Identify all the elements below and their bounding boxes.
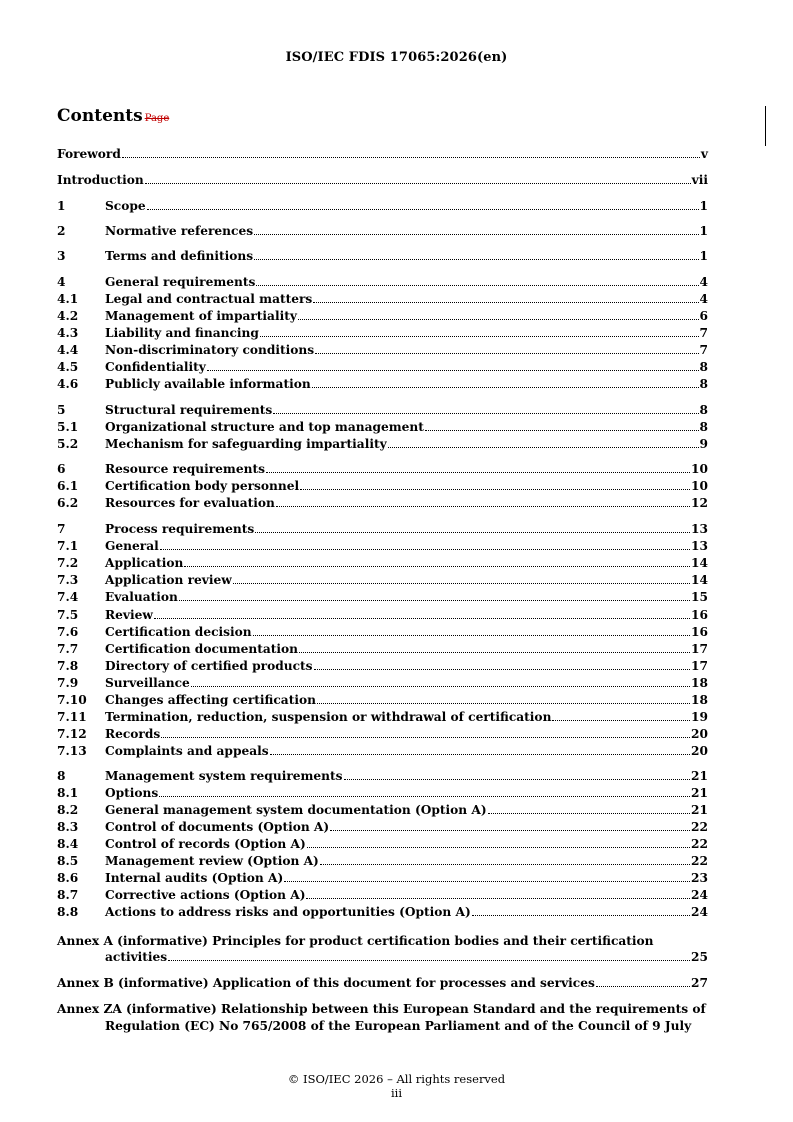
toc-entry-page: 25 (691, 950, 708, 964)
toc-entry-title: Management of impartiality (105, 309, 297, 323)
toc-leader-dots (254, 223, 698, 235)
toc-entry[interactable] (57, 521, 708, 537)
toc-leader-dots (145, 172, 691, 184)
toc-entry-title: Review (105, 608, 153, 622)
page-column-label: Page (144, 113, 170, 124)
toc-leader-dots (159, 785, 690, 797)
toc-entry-number: 8 (57, 769, 66, 783)
toc-entry-title: Management review (Option A) (105, 854, 319, 868)
toc-entry[interactable] (57, 538, 708, 554)
toc-leader-dots (300, 478, 690, 490)
toc-entry[interactable] (57, 342, 708, 358)
toc-entry[interactable] (57, 419, 708, 435)
toc-leader-dots (315, 342, 698, 354)
toc-leader-dots (179, 589, 690, 601)
toc-entry-number: 7.10 (57, 693, 87, 707)
toc-entry[interactable] (57, 870, 708, 886)
toc-leader-dots (317, 692, 690, 704)
toc-entry-title: General management system documentation (Option A) (105, 803, 487, 817)
toc-entry-page: 19 (691, 710, 708, 724)
toc-entry-number: 4.1 (57, 292, 79, 306)
toc-entry[interactable] (57, 802, 708, 818)
toc-entry-number: 8.5 (57, 854, 79, 868)
toc-entry-number: 4.2 (57, 309, 79, 323)
toc-entry-page: 13 (691, 522, 708, 536)
toc-leader-dots (255, 521, 690, 533)
toc-annex-b[interactable] (57, 975, 708, 991)
toc-entry-number: 5.2 (57, 437, 79, 451)
document-header: ISO/IEC FDIS 17065:2026(en) (285, 50, 508, 65)
toc-entry[interactable] (57, 836, 708, 852)
toc-leader-dots (488, 802, 690, 814)
toc-entry-page: 4 (699, 292, 708, 306)
toc-entry-number: 7.8 (57, 659, 79, 673)
toc-entry-number: 7.1 (57, 539, 79, 553)
toc-entry-title: Evaluation (105, 590, 178, 604)
toc-annex-za-line1[interactable]: Annex ZA (informative) Relationship between this European Standard and the requirements of (57, 1002, 706, 1016)
toc-entry-title: activities (105, 950, 168, 964)
toc-entry[interactable] (57, 607, 708, 623)
toc-entry-page: 22 (691, 837, 708, 851)
toc-leader-dots (307, 836, 690, 848)
toc-entry-number: 7.12 (57, 727, 87, 741)
toc-entry[interactable] (57, 146, 708, 162)
toc-entry-page: 4 (699, 275, 708, 289)
toc-entry[interactable] (57, 198, 708, 214)
toc-entry-page: 12 (691, 496, 708, 510)
toc-entry-page: 8 (699, 360, 708, 374)
toc-entry-title: Organizational structure and top management (105, 420, 424, 434)
toc-leader-dots (320, 853, 690, 865)
toc-entry-title: Introduction (57, 173, 144, 187)
toc-entry-title: Annex B (informative) Application of this document for processes and services (57, 976, 595, 990)
toc-entry[interactable] (57, 308, 708, 324)
toc-entry[interactable] (57, 436, 708, 452)
toc-entry[interactable] (57, 589, 708, 605)
toc-leader-dots (306, 887, 690, 899)
toc-entry[interactable] (57, 172, 708, 188)
toc-entry-page: 6 (699, 309, 708, 323)
toc-entry-title: General requirements (105, 275, 256, 289)
toc-entry-number: 7.5 (57, 608, 79, 622)
toc-entry-title: Options (105, 786, 159, 800)
toc-entry-page: 7 (699, 326, 708, 340)
toc-entry-number: 8.3 (57, 820, 79, 834)
toc-entry-title: Certification body personnel (105, 479, 300, 493)
toc-entry[interactable] (57, 641, 708, 657)
toc-leader-dots (207, 359, 699, 371)
toc-entry[interactable] (57, 785, 708, 801)
toc-entry-number: 7.2 (57, 556, 79, 570)
toc-entry[interactable] (57, 248, 708, 264)
toc-entry-number: 8.2 (57, 803, 79, 817)
toc-entry-page: 16 (691, 625, 708, 639)
toc-entry-number: 7 (57, 522, 66, 536)
toc-entry-number: 5.1 (57, 420, 79, 434)
toc-entry-page: 22 (691, 854, 708, 868)
toc-entry-page: 8 (699, 377, 708, 391)
toc-leader-dots (256, 274, 698, 286)
toc-entry-number: 3 (57, 249, 66, 263)
toc-entry-page: 16 (691, 608, 708, 622)
toc-leader-dots (344, 768, 691, 780)
toc-entry-number: 4.3 (57, 326, 79, 340)
toc-leader-dots (273, 402, 698, 414)
toc-entry-title: Confidentiality (105, 360, 206, 374)
toc-entry[interactable] (57, 478, 708, 494)
toc-entry-page: 20 (691, 727, 708, 741)
toc-leader-dots (168, 949, 690, 961)
toc-leader-dots (254, 248, 698, 260)
toc-entry-page: 18 (691, 693, 708, 707)
toc-entry-title: Certification decision (105, 625, 252, 639)
toc-entry[interactable] (57, 624, 708, 640)
toc-entry-title: General (105, 539, 159, 553)
toc-annex-za-line2[interactable]: Regulation (EC) No 765/2008 of the European Parliament and of the Council of 9 July (105, 1019, 692, 1033)
toc-entry-number: 8.4 (57, 837, 79, 851)
toc-entry-number: 2 (57, 224, 66, 238)
toc-leader-dots (388, 436, 699, 448)
toc-entry-page: 24 (691, 905, 708, 919)
toc-entry-title: Directory of certified products (105, 659, 313, 673)
toc-entry[interactable] (57, 726, 708, 742)
toc-entry-number: 7.11 (57, 710, 87, 724)
contents-title: Contents (57, 106, 143, 126)
copyright-notice: © ISO/IEC 2026 – All rights reserved (287, 1072, 506, 1086)
toc-entry-title: Application (105, 556, 184, 570)
toc-entry[interactable] (57, 692, 708, 708)
toc-annex-a-line1[interactable]: Annex A (informative) Principles for product certification bodies and their certification (57, 934, 654, 948)
toc-leader-dots (253, 624, 690, 636)
toc-leader-dots (147, 198, 699, 210)
toc-leader-dots (312, 376, 699, 388)
toc-leader-dots (122, 146, 700, 158)
toc-entry[interactable] (57, 819, 708, 835)
toc-entry-title: Complaints and appeals (105, 744, 269, 758)
toc-entry[interactable] (57, 853, 708, 869)
toc-entry-title: Terms and definitions (105, 249, 254, 263)
toc-entry[interactable] (57, 402, 708, 418)
toc-entry-title: Control of records (Option A) (105, 837, 306, 851)
page-number: iii (390, 1086, 403, 1100)
toc-entry[interactable] (57, 291, 708, 307)
toc-entry-number: 4.4 (57, 343, 79, 357)
toc-entry-page: 8 (699, 420, 708, 434)
toc-leader-dots (313, 291, 698, 303)
toc-entry-page: 15 (691, 590, 708, 604)
toc-leader-dots (191, 675, 690, 687)
toc-entry-title: Structural requirements (105, 403, 273, 417)
toc-entry-page: 1 (699, 224, 708, 238)
toc-entry-number: 8.1 (57, 786, 79, 800)
toc-entry[interactable] (57, 709, 708, 725)
toc-entry-number: 7.4 (57, 590, 79, 604)
toc-entry-page: 22 (691, 820, 708, 834)
toc-entry-page: 8 (699, 403, 708, 417)
toc-entry-title: Resources for evaluation (105, 496, 275, 510)
toc-entry-title: Control of documents (Option A) (105, 820, 330, 834)
toc-entry-title: Non-discriminatory conditions (105, 343, 315, 357)
toc-entry-title: Foreword (57, 147, 121, 161)
toc-entry-title: Legal and contractual matters (105, 292, 313, 306)
toc-entry[interactable] (57, 223, 708, 239)
toc-leader-dots (330, 819, 690, 831)
toc-leader-dots (184, 555, 690, 567)
toc-leader-dots (596, 975, 690, 987)
toc-leader-dots (314, 658, 691, 670)
toc-leader-dots (270, 743, 690, 755)
toc-leader-dots (299, 641, 690, 653)
toc-leader-dots (298, 308, 699, 320)
toc-leader-dots (160, 538, 690, 550)
toc-entry-title: Resource requirements (105, 462, 265, 476)
toc-entry-number: 7.13 (57, 744, 87, 758)
toc-entry-page: 10 (691, 462, 708, 476)
toc-entry-title: Internal audits (Option A) (105, 871, 284, 885)
toc-leader-dots (276, 495, 690, 507)
toc-entry-page: 27 (691, 976, 708, 990)
toc-leader-dots (552, 709, 690, 721)
toc-entry-page: 18 (691, 676, 708, 690)
toc-entry-title: Changes affecting certification (105, 693, 316, 707)
toc-entry-page: 17 (691, 642, 708, 656)
toc-entry-title: Actions to address risks and opportunities (Option A) (105, 905, 471, 919)
toc-entry-page: 21 (691, 786, 708, 800)
toc-entry-title: Normative references (105, 224, 254, 238)
toc-entry[interactable] (57, 572, 708, 588)
toc-entry-number: 6.2 (57, 496, 79, 510)
toc-entry-page: 14 (691, 573, 708, 587)
toc-entry[interactable] (57, 887, 708, 903)
toc-entry-title: Application review (105, 573, 232, 587)
toc-entry-page: 1 (699, 249, 708, 263)
toc-entry-number: 4.6 (57, 377, 79, 391)
toc-entry-page: vii (691, 173, 708, 187)
toc-entry-number: 8.7 (57, 888, 79, 902)
toc-leader-dots (284, 870, 690, 882)
toc-entry-page: 14 (691, 556, 708, 570)
toc-entry-title: Management system requirements (105, 769, 343, 783)
toc-entry[interactable] (57, 495, 708, 511)
toc-entry-title: Mechanism for safeguarding impartiality (105, 437, 387, 451)
toc-entry[interactable] (57, 359, 708, 375)
toc-entry-page: 21 (691, 769, 708, 783)
toc-entry[interactable] (57, 274, 708, 290)
toc-entry[interactable] (57, 675, 708, 691)
toc-leader-dots (161, 726, 690, 738)
toc-entry-title: Records (105, 727, 161, 741)
toc-leader-dots (260, 325, 699, 337)
toc-leader-dots (154, 607, 690, 619)
toc-entry-number: 6 (57, 462, 66, 476)
toc-entry-page: 21 (691, 803, 708, 817)
toc-entry-number: 8.8 (57, 905, 79, 919)
toc-entry[interactable] (57, 743, 708, 759)
toc-leader-dots (425, 419, 699, 431)
toc-entry[interactable] (57, 768, 708, 784)
toc-entry[interactable] (57, 555, 708, 571)
toc-entry-number: 7.3 (57, 573, 79, 587)
toc-entry-title: Corrective actions (Option A) (105, 888, 306, 902)
toc-leader-dots (266, 461, 690, 473)
change-bar (765, 106, 766, 146)
toc-leader-dots (233, 572, 690, 584)
contents-heading (57, 106, 169, 126)
toc-entry-title: Process requirements (105, 522, 255, 536)
toc-entry-page: 13 (691, 539, 708, 553)
toc-annex-a[interactable] (57, 949, 708, 965)
toc-entry[interactable] (57, 376, 708, 392)
toc-entry-number: 7.9 (57, 676, 79, 690)
toc-entry-page: 23 (691, 871, 708, 885)
toc-entry-title: Certification documentation (105, 642, 299, 656)
toc-entry-number: 7.6 (57, 625, 79, 639)
toc-entry[interactable] (57, 325, 708, 341)
toc-entry-title: Scope (105, 199, 146, 213)
toc-entry-title: Publicly available information (105, 377, 311, 391)
toc-entry-number: 6.1 (57, 479, 79, 493)
toc-entry-page: 20 (691, 744, 708, 758)
toc-entry[interactable] (57, 904, 708, 920)
toc-entry-page: 24 (691, 888, 708, 902)
toc-leader-dots (472, 904, 690, 916)
toc-entry-number: 5 (57, 403, 66, 417)
toc-entry-page: 17 (691, 659, 708, 673)
toc-entry-page: 7 (699, 343, 708, 357)
toc-entry-page: 1 (699, 199, 708, 213)
toc-entry-title: Termination, reduction, suspension or withdrawal of certification (105, 710, 552, 724)
toc-entry[interactable] (57, 461, 708, 477)
page-footer (0, 1072, 793, 1100)
toc-entry-page: 9 (699, 437, 708, 451)
toc-entry-title: Surveillance (105, 676, 190, 690)
toc-entry-number: 4.5 (57, 360, 79, 374)
toc-entry-number: 7.7 (57, 642, 79, 656)
toc-entry-number: 4 (57, 275, 66, 289)
toc-entry-number: 1 (57, 199, 66, 213)
toc-entry-page: 10 (691, 479, 708, 493)
toc-entry-title: Liability and financing (105, 326, 259, 340)
toc-entry-page: v (700, 147, 708, 161)
toc-entry-number: 8.6 (57, 871, 79, 885)
toc-entry[interactable] (57, 658, 708, 674)
